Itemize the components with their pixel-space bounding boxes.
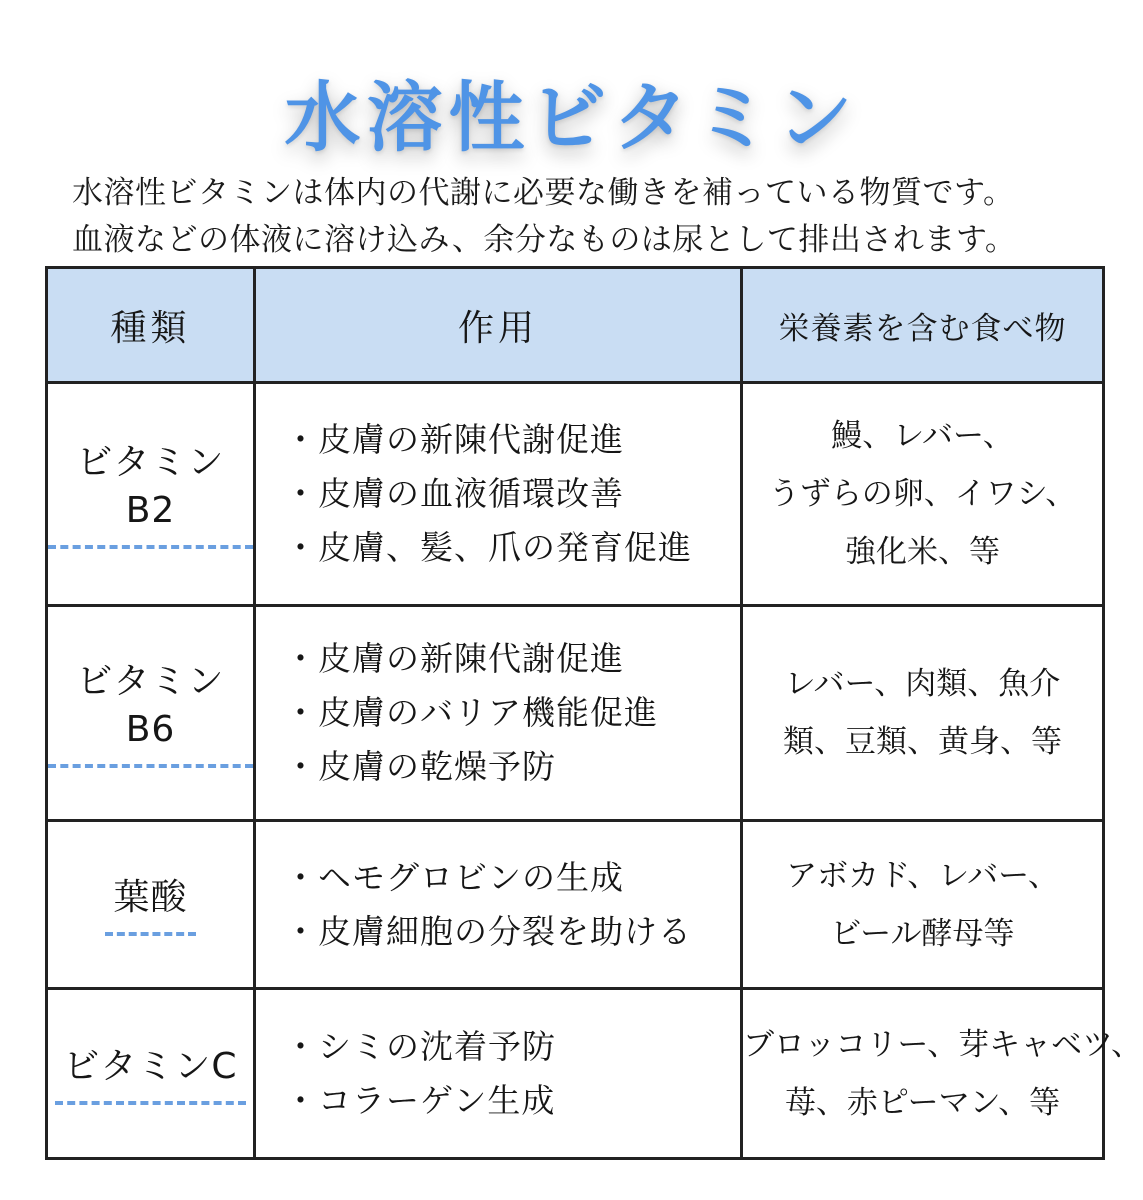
effect-cell: [255, 383, 742, 606]
effect-item: ・皮膚のバリア機能促進: [284, 693, 658, 732]
effect-item: ・シミの沈着予防: [284, 1026, 556, 1066]
food-line: 苺、赤ピーマン、等: [784, 1084, 1061, 1121]
vitamin-name: ビタミンB2: [48, 439, 253, 549]
header-effect: 作用: [255, 268, 742, 383]
food-line: レバー、肉類、魚介: [784, 666, 1061, 702]
vitamin-table: [45, 266, 1142, 1160]
intro-line: 血液などの体液に溶け込み、余分なものは尿として排出されます。: [72, 222, 1017, 258]
type-cell: [47, 383, 255, 606]
effect-item: ・皮膚の新陳代謝促進: [284, 639, 624, 678]
intro-text: [72, 170, 1072, 264]
effect-item: ・コラーゲン生成: [284, 1080, 556, 1120]
header-foods: 栄養素を含む食べ物: [742, 268, 1104, 383]
vitamin-name: 葉酸: [105, 874, 195, 936]
table-row: [47, 606, 1104, 821]
food-line: ビール酵母等: [830, 915, 1015, 952]
food-line: 強化米、等: [845, 534, 1000, 570]
type-cell: [47, 606, 255, 821]
food-line: ブロッコリー、芽キャベツ、: [743, 1026, 1142, 1063]
food-line: アボカド、レバー、: [786, 857, 1059, 894]
intro-line: 水溶性ビタミンは体内の代謝に必要な働きを補っている物質です。: [72, 175, 1015, 211]
effect-item: ・皮膚、髪、爪の発育促進: [284, 528, 692, 567]
effect-item: ・皮膚細胞の分裂を助ける: [284, 911, 692, 951]
food-line: うずらの卵、イワシ、: [768, 476, 1077, 512]
effect-cell: [255, 821, 742, 989]
vitamin-name: ビタミンC: [55, 1043, 245, 1105]
header-type: 種類: [47, 268, 255, 383]
food-line: 鰻、レバー、: [831, 418, 1014, 454]
food-cell: [742, 606, 1104, 821]
food-line: 類、豆類、黄身、等: [783, 724, 1062, 760]
effect-item: ・ヘモグロビンの生成: [284, 857, 624, 897]
food-cell: [742, 383, 1104, 606]
table-row: [47, 383, 1104, 606]
food-cell: [742, 989, 1142, 1159]
effect-item: ・皮膚の新陳代謝促進: [284, 420, 624, 459]
effect-item: ・皮膚の乾燥予防: [284, 747, 556, 786]
table-row: [47, 989, 1104, 1159]
type-cell: [47, 989, 255, 1159]
table-header-row: [47, 268, 1104, 383]
food-cell: [742, 821, 1104, 989]
vitamin-name: ビタミンB6: [48, 658, 253, 768]
effect-cell: [255, 606, 742, 821]
page-title: 水溶性ビタミン: [284, 73, 859, 162]
table-row: [47, 821, 1104, 989]
effect-item: ・皮膚の血液循環改善: [284, 474, 624, 513]
effect-cell: [255, 989, 742, 1159]
type-cell: [47, 821, 255, 989]
